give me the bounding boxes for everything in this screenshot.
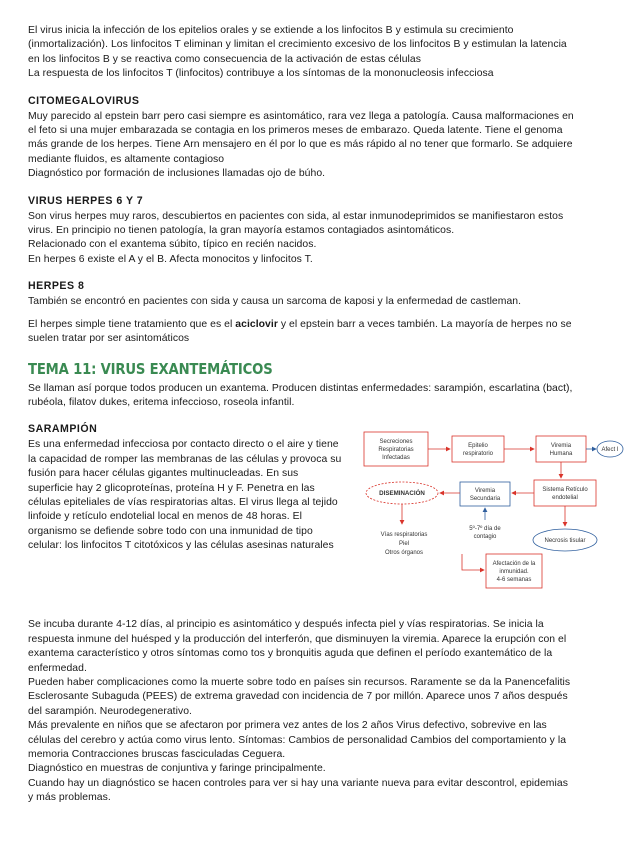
sarampion-paragraph: Cuando hay un diagnóstico se hacen controles para ver si hay una variante nueva para evitar descontrol, epidemias y más problemas. <box>28 777 568 804</box>
box-afectacion-line: 4-6 semanas <box>496 577 532 584</box>
section-heading-hhv67: VIRUS HERPES 6 Y 7 <box>28 194 144 207</box>
box-viremia-humana-line: Viremia <box>550 443 572 450</box>
treatment-text: y el epstein barr a veces también. La mayoría de herpes no se suelen tratar por ser asintomáticos <box>28 318 572 345</box>
aciclovir-term: aciclovir <box>235 318 278 330</box>
box-viremia-sec <box>460 482 510 506</box>
hhv8-paragraph: También se encontró en pacientes con sida y causa un sarcoma de kaposi y la enfermedad de castleman. <box>28 296 522 308</box>
cmv-paragraph: Diagnóstico por formación de inclusiones llamadas ojo de búho. <box>28 168 326 180</box>
box-secreciones-line: Secreciones <box>379 439 413 446</box>
day-label-line: 5º-7º día de <box>469 526 501 533</box>
oval-diseminacion-label: DISEMINACIÓN <box>379 490 425 498</box>
box-epitelio-line: respiratorio <box>462 451 494 458</box>
box-viremia-humana <box>536 436 586 462</box>
section-heading-sarampion: SARAMPIÓN <box>28 423 98 436</box>
section-heading-cmv: CITOMEGALOVIRUS <box>28 94 140 107</box>
box-sistema <box>534 480 596 506</box>
intro-paragraph: El virus inicia la infección de los epitelios orales y se extiende a los linfocitos B y estimula su crecimiento (inmortalización). Los linfocitos T eliminan y limitan el crecimiento excesivo de los linfocitos B y estimulan la latencia en los linfocitos B y se reactiva como consecuencia de la activación de estas células <box>28 25 567 65</box>
sarampion-paragraph: Diagnóstico en muestras de conjuntiva y faringe principalmente. <box>28 763 326 775</box>
box-viremia-sec-line: Viremia <box>474 488 496 495</box>
list-vias-item: Vías respiratorias <box>380 532 428 539</box>
box-epitelio <box>452 436 504 462</box>
box-epitelio-line: Epitelio <box>468 443 488 450</box>
treatment-text: El herpes simple tiene tratamiento que es el <box>28 318 236 330</box>
box-afectacion-line: Afectación de la <box>492 561 536 568</box>
treatment-paragraph <box>28 318 576 347</box>
hhv67-paragraph: Relacionado con el exantema súbito, típico en recién nacidos. <box>28 239 317 251</box>
box-afectacion-line: inmunidad. <box>499 569 529 576</box>
oval-necrosis-label: Necrosis tisular <box>544 538 586 545</box>
box-viremia-sec-line: Secundaria <box>469 496 501 503</box>
box-sistema-line: Sistema Retículo <box>542 487 588 494</box>
chapter-title: TEMA 11: VIRUS EXANTEMÁTICOS <box>28 359 273 378</box>
box-secreciones-line: Infectadas <box>382 455 410 462</box>
cmv-paragraph: Muy parecido al epstein barr pero casi siempre es asintomático, rara vez llega a patología. Causa malformaciones en el feto si una mujer embarazada se contagia en los primeros meses de embarazo. Queda latente. Tiene el genoma más grande de los herpes. Tiene Arn mensajero en él por lo que es más rápido al no tener que formarlo. Se adquiere mediante fluidos, es altamente contagioso <box>28 110 574 165</box>
hhv67-paragraph: En herpes 6 existe el A y el B. Afecta monocitos y linfocitos T. <box>28 253 313 265</box>
oval-right-label: Afect I <box>601 447 619 454</box>
arrow-10 <box>462 554 484 570</box>
document-page <box>28 24 619 806</box>
hhv67-paragraph: Son virus herpes muy raros, descubiertos en pacientes con sida, al estar inmunodeprimidos se manifiestaron estos virus. En principio no tienen patología, la gran mayoría estamos contagiados asintomáticos. <box>28 210 564 237</box>
tema-paragraph: Se llaman así porque todos producen un exantema. Producen distintas enfermedades: sarampión, escarlatina (bact), rubéola, filatov dukes, eritema infeccioso, roseola infantil. <box>28 382 573 408</box>
sarampion-section <box>28 422 619 610</box>
box-sistema-line: endotelial <box>552 495 578 502</box>
list-vias-item: Otros órganos <box>384 550 424 557</box>
list-vias-item: Piel <box>398 541 410 548</box>
sarampion-paragraph: Se incuba durante 4-12 días, al principio es asintomático y después infecta piel y vías respiratorias. Se inicia la respuesta inmune del huésped y la producción del interferón, que disminuyen la viremia. Aparece la erupción con el exantema característico y otros síntomas como tos y bronquitis aguda que definen el período exantemático de la enfermedad. <box>28 619 567 674</box>
sarampion-paragraph: Más prevalente en niños que se afectaron por primera vez antes de los 2 años Virus defectivo, sobrevive en las células del cerebro y actúa como virus lento. Síntomas: Cambios de personalidad Cambios del comportamiento y la memoria Contracciones bruscas fasciculadas Ceguera. <box>28 720 567 760</box>
pathogenesis-diagram <box>362 430 624 610</box>
section-heading-hhv8: HERPES 8 <box>28 280 85 293</box>
intro-paragraph: La respuesta de los linfocitos T (linfocitos) contribuye a los síntomas de la mononucleosis infecciosa <box>28 68 494 80</box>
sarampion-paragraph: Pueden haber complicaciones como la muerte sobre todo en países sin recursos. Raramente se da la Panencefalitis Esclerosante Subaguda (PEES) de extrema gravedad con incidencia de 7 por millón. Aparece unos 7 años después del sarampión. Neurodegenerativo. <box>28 676 571 717</box>
box-viremia-humana-line: Humana <box>549 451 573 458</box>
day-label-line: contagio <box>473 534 497 541</box>
sarampion-paragraph: Es una enfermedad infecciosa por contacto directo o el aire y tiene la capacidad de romper las membranas de las células y provoca su fusión para hacer células gigantes multinucleadas. En sus superficie hay 2 glicoproteínas, proteína H y F. Penetra en las células epiteliales de vías respiratorias altas. El virus llega al tejido linfoide y retículo endotelial local en menos de 48 horas. El organismo se defiende sobre todo con una inmunidad de tipo celular: los linfocitos T citotóxicos y las células asesinas naturales <box>28 439 342 552</box>
box-secreciones-line: Respiratorias <box>378 447 414 454</box>
